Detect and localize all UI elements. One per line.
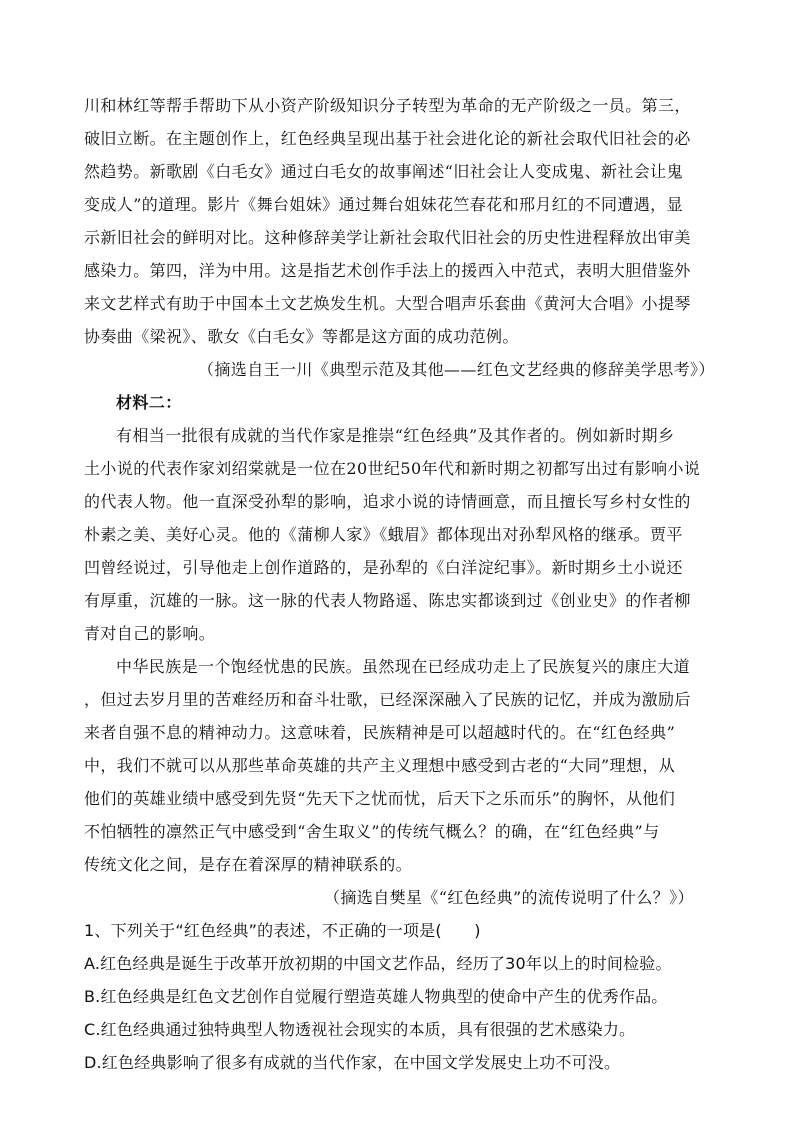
text-line: 川和林红等帮手帮助下从小资产阶级知识分子转型为革命的无产阶级之一员。第三， [84,96,691,115]
option-d: D.红色经典影响了很多有成就的当代作家，在中国文学发展史上功不可没。 [84,1053,621,1072]
option-c: C.红色经典通过独特典型人物透视社会现实的本质，具有很强的艺术感染力。 [84,1020,636,1039]
section-heading: 材料二： [116,393,182,412]
text-line: 来者自强不息的精神动力。这意味着，民族精神是可以超越时代的。在“红色经典” [84,723,676,742]
text-line: 青对自己的影响。 [84,624,216,643]
text-line: 土小说的代表作家刘绍棠就是一位在20世纪50年代和新时期之初都写出过有影响小说 [84,459,701,478]
text-line: 朴素之美、美好心灵。他的《蒲柳人家》《蛾眉》都体现出对孙犁风格的继承。贾平 [84,525,683,544]
source-citation: （摘选自王一川《典型示范及其他——红色文艺经典的修辞美学思考》） [198,360,715,379]
question-stem: 1、下列关于“红色经典”的表述，不正确的一项是( ) [84,921,481,940]
text-line: 凹曾经说过，引导他走上创作道路的，是孙犁的《白洋淀纪事》。新时期乡土小说还 [84,558,683,577]
text-line: 他们的英雄业绩中感受到先贤“先天下之忧而忧，后天下之乐而乐”的胸怀，从他们 [84,789,676,808]
text-line: 破旧立断。在主题创作上，红色经典呈现出基于社会进化论的新社会取代旧社会的必 [84,129,691,148]
text-line: 中华民族是一个饱经忧患的民族。虽然现在已经成功走上了民族复兴的康庄大道 [116,657,691,676]
text-line: 然趋势。新歌剧《白毛女》通过白毛女的故事阐述“旧社会让人变成鬼、新社会让鬼 [84,162,683,181]
text-line: 感染力。第四，洋为中用。这是指艺术创作手法上的援西入中范式，表明大胆借鉴外 [84,261,691,280]
source-citation: （摘选自樊星《“红色经典”的流传说明了什么？》） [324,888,694,907]
text-line: 协奏曲《梁祝》、歌女《白毛女》等都是这方面的成功范例。 [84,327,519,346]
option-b: B.红色经典是红色文艺创作自觉履行塑造英雄人物典型的使命中产生的优秀作品。 [84,987,668,1006]
text-line: 的代表人物。他一直深受孙犁的影响，追求小说的诗情画意，而且擅长写乡村女性的 [84,492,691,511]
text-line: 示新旧社会的鲜明对比。这种修辞美学让新社会取代旧社会的历史性进程释放出审美 [84,228,691,247]
text-line: 不怕牺牲的凛然正气中感受到“舍生取义”的传统气概么？的确，在“红色经典”与 [84,822,660,841]
text-line: 中，我们不就可以从那些革命英雄的共产主义理想中感受到古老的“大同”理想，从 [84,756,676,775]
text-line: 有相当一批很有成就的当代作家是推崇“红色经典”及其作者的。例如新时期乡 [116,426,675,445]
text-line: 有厚重，沉雄的一脉。这一脉的代表人物路遥、陈忠实都谈到过《创业史》的作者柳 [84,591,691,610]
text-line: 来文艺样式有助于中国本土文艺焕发生机。大型合唱声乐套曲《黄河大合唱》小提琴 [84,294,691,313]
option-a: A.红色经典是诞生于改革开放初期的中国文艺作品，经历了30年以上的时间检验。 [84,954,672,973]
text-line: 传统文化之间，是存在着深厚的精神联系的。 [84,855,413,874]
text-line: ，但过去岁月里的苦难经历和奋斗壮歌，已经深深融入了民族的记忆，并成为激励后 [84,690,691,709]
text-line: 变成人”的道理。影片《舞台姐妹》通过舞台姐妹花竺春花和邢月红的不同遭遇，显 [84,195,683,214]
